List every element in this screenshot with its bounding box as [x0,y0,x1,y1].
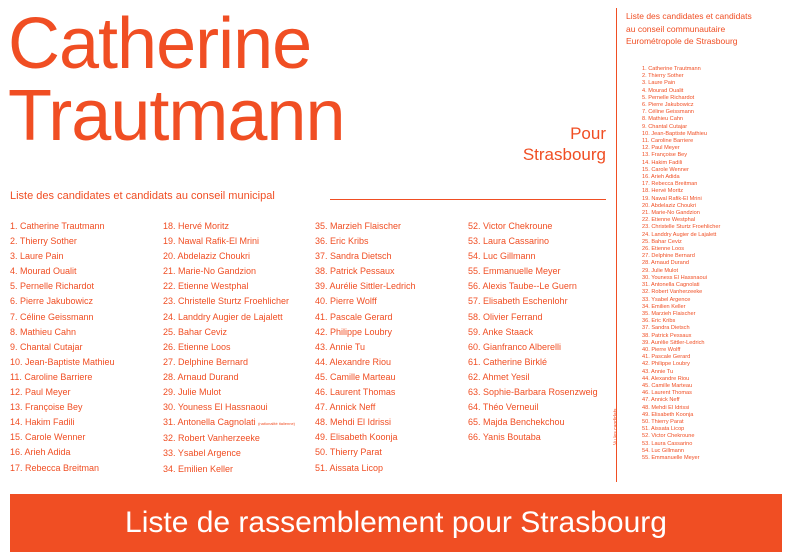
candidate-item: 27. Delphine Bernard [163,356,249,367]
candidate-item: 40. Pierre Wolff [315,296,377,307]
pour-label: Pour [570,124,606,143]
candidate-item: 22. Etienne Westphal [163,281,249,292]
candidate-item: 4. Mourad Oualit [10,266,77,277]
sidebar-heading-line: Eurométropole de Strasbourg [626,36,738,46]
candidate-item: 57. Elisabeth Eschenlohr [468,296,568,307]
sidebar-candidate-item: 47. Annick Neff [642,397,680,404]
candidate-item: 7. Céline Geissmann [10,311,94,322]
candidate-item: 23. Christelle Sturtz Froehlicher [163,296,290,307]
sidebar-candidate-item: 50. Thierry Parat [642,418,684,425]
sidebar-candidate-item: 10. Jean-Baptiste Mathieu [642,130,707,137]
candidate-item: 64. Théo Verneuil [468,402,539,413]
sidebar-candidate-item: 14. Hakim Fadili [642,159,683,166]
candidate-first-name: Catherine [8,4,312,84]
sidebar-candidate-item: 31. Antonella Cagnolati [642,282,700,289]
candidate-item: 43. Annie Tu [315,341,366,352]
candidate-item: 11. Caroline Barriere [10,371,93,382]
sidebar-candidate-item: 30. Youness El Hassnaoui [642,274,707,281]
candidate-item: 14. Hakim Fadili [10,417,75,428]
sidebar-heading [626,10,752,48]
sidebar-candidate-item: 19. Nawal Rafik-El Mrini [642,195,702,202]
candidate-item: 38. Patrick Pessaux [315,266,395,277]
candidate-item: 35. Marzieh Flaischer [315,221,402,231]
candidate-item: 18. Hervé Moritz [163,221,230,231]
sidebar-candidate-item: 2. Thierry Sother [642,73,684,80]
candidate-item: 46. Laurent Thomas [315,387,396,398]
nationality-note: (nationalité italienne) [258,421,296,427]
candidate-item: 45. Camille Marteau [315,371,396,382]
candidate-item: 55. Emmanuelle Meyer [468,266,561,277]
sidebar-candidate-item: 18. Hervé Moritz [642,188,684,195]
sidebar-candidate-item: 12. Paul Meyer [642,145,680,152]
sidebar-candidate-item: 1. Catherine Trautmann [642,66,701,72]
candidate-item: 36. Eric Kribs [315,236,369,247]
candidate-item: 39. Aurélie Sittler-Ledrich [315,281,416,292]
sidebar-candidate-item: 38. Patrick Pessaux [642,332,692,339]
candidate-item: 50. Thierry Parat [315,447,382,458]
sidebar-candidate-item: 23. Christelle Sturtz Froehlicher [642,224,721,231]
sidebar-candidate-item: 42. Philippe Loubry [642,361,690,368]
sidebar-candidate-item: 37. Sandra Dietsch [642,325,690,332]
sidebar-candidate-item: 22. Etienne Westphal [642,217,696,224]
candidate-item: 31. Antonella Cagnolati (nationalité italienne) [163,417,296,428]
candidate-item: 61. Catherine Birklé [468,356,548,367]
sidebar-candidate-list [642,66,720,462]
sidebar-candidate-item: 5. Pernelle Richardot [642,94,695,101]
sidebar-candidate-item: 28. Arnaud Durand [642,260,689,267]
city-label: Strasbourg [522,145,606,164]
sidebar-candidate-item: 33. Ysabel Argence [642,296,691,303]
sidebar-candidate-item: 48. Mehdi El Idrissi [642,404,690,411]
sidebar-candidate-item: 39. Aurélie Sittler-Ledrich [642,339,705,346]
candidate-item: 24. Landdry Augier de Lajalett [163,311,283,322]
candidate-item: 21. Marie-No Gandzion [163,266,257,277]
candidate-item: 2. Thierry Sother [10,236,77,247]
candidate-item: 34. Emilien Keller [163,463,234,474]
candidate-item: 63. Sophie-Barbara Rosenzweig [468,387,598,398]
sidebar-heading-line: Liste des candidates et candidats [626,11,752,21]
sidebar-candidate-item: 24. Landdry Augier de Lajalett [642,231,717,238]
candidate-item: 37. Sandra Dietsch [315,251,392,262]
candidate-item: 3. Laure Pain [10,251,64,262]
sidebar-candidate-item: 34. Emilien Keller [642,303,686,310]
candidate-item: 25. Bahar Ceviz [163,326,228,337]
sidebar-candidate-item: 11. Caroline Barriere [642,138,694,145]
candidate-item: 53. Laura Cassarino [468,236,550,247]
candidate-item: 28. Arnaud Durand [163,371,239,382]
candidate-last-name: Trautmann [8,76,345,156]
candidate-item: 29. Julie Mulot [163,387,222,398]
sidebar-candidate-item: 51. Aissata Licop [642,426,685,433]
candidate-item: 56. Alexis Taube--Le Guern [468,281,577,292]
candidate-item: 17. Rebecca Breitman [10,462,100,473]
sidebar-candidate-item: 13. Françoise Bey [642,152,688,159]
sidebar-candidate-item: 45. Camille Marteau [642,382,693,389]
candidate-item: 6. Pierre Jakubowicz [10,296,94,307]
candidate-column-3 [315,219,416,476]
sidebar-candidate-item: 7. Céline Geissmann [642,109,694,116]
candidate-item: 62. Ahmet Yesil [468,371,530,382]
candidate-column-2 [163,219,295,477]
sidebar-candidate-item: 46. Laurent Thomas [642,390,692,397]
candidate-item: 44. Alexandre Riou [315,356,392,367]
candidate-item: 1. Catherine Trautmann [10,221,105,231]
candidate-item: 65. Majda Benchekchou [468,417,565,428]
candidate-item: 20. Abdelaziz Choukri [163,251,251,262]
header-divider [330,199,606,200]
sidebar-candidate-item: 26. Etienne Loos [642,246,684,253]
sidebar-candidate-item: 55. Emmanuelle Meyer [642,454,700,461]
candidate-item: 41. Pascale Gerard [315,311,393,322]
sidebar-candidate-item: 35. Marzieh Flaischer [642,310,696,317]
candidate-item: 10. Jean-Baptiste Mathieu [10,356,115,367]
candidate-item: 47. Annick Neff [315,402,376,413]
candidate-item: 51. Aissata Licop [315,462,384,473]
sidebar-candidate-item: 40. Pierre Wolff [642,346,681,353]
sidebar-candidate-item: 27. Delphine Bernard [642,253,695,260]
sidebar-candidate-item: 4. Mourad Oualit [642,87,684,94]
sidebar-candidate-item: 8. Mathieu Cahn [642,116,684,123]
candidate-item: 8. Mathieu Cahn [10,326,77,337]
sidebar-candidate-item: 16. Arieh Adida [642,174,680,181]
candidate-item: 16. Arieh Adida [10,447,71,458]
municipal-list-subtitle: Liste des candidates et candidats au conseil municipal [10,190,275,202]
candidate-item: 5. Pernelle Richardot [10,281,95,292]
candidate-item: 15. Carole Wenner [10,432,86,443]
sidebar-candidate-item: 44. Alexandre Riou [642,375,690,382]
candidate-item: 42. Philippe Loubry [315,326,393,337]
candidate-column-1 [10,219,115,476]
sidebar-candidate-item: 29. Julie Mulot [642,267,679,274]
candidate-item: 9. Chantal Cutajar [10,341,83,352]
candidate-item: 32. Robert Vanherzeeke [163,433,260,444]
sidebar-candidate-item: 43. Annie Tu [642,368,674,375]
sidebar-heading-line: au conseil communautaire [626,23,726,34]
candidate-item: 60. Gianfranco Alberelli [468,341,562,352]
candidate-item: 13. Françoise Bey [10,402,83,413]
sidebar-candidate-item: 52. Victor Chekroune [642,433,695,440]
sidebar-candidate-item: 25. Bahar Ceviz [642,238,682,245]
sidebar-candidate-item: 32. Robert Vanherzeeke [642,289,703,296]
sidebar-candidate-item: 20. Abdelaziz Choukri [642,202,697,209]
candidate-item: 48. Mehdi El Idrissi [315,417,392,428]
candidate-item: 26. Etienne Loos [163,341,231,352]
sidebar-vertical-label: Vu les candidats [613,408,619,445]
sidebar-candidate-item: 3. Laure Pain [642,80,676,87]
candidate-item: 58. Olivier Ferrand [468,311,543,322]
candidate-item: 33. Ysabel Argence [163,448,241,459]
candidate-item: 19. Nawal Rafik-El Mrini [163,236,260,247]
candidate-item: 66. Yanis Boutaba [468,432,541,443]
sidebar-candidate-item: 53. Laura Cassarino [642,440,693,447]
candidate-item: 52. Victor Chekroune [468,221,553,231]
bottom-banner: Liste de rassemblement pour Strasbourg [10,494,782,552]
sidebar-candidate-item: 54. Luc Gillmann [642,447,684,454]
sidebar-candidate-item: 15. Carole Wenner [642,166,689,173]
candidate-item: 49. Elisabeth Koonja [315,432,398,443]
sidebar-candidate-item: 41. Pascale Gerard [642,354,691,361]
candidate-item: 59. Anke Staack [468,326,534,337]
candidate-item: 12. Paul Meyer [10,387,71,398]
sidebar-candidate-item: 21. Marie-No Gandzion [642,210,700,217]
sidebar-candidate-item: 9. Chantal Cutajar [642,123,688,130]
candidate-item: 54. Luc Gillmann [468,251,536,262]
sidebar-candidate-item: 36. Eric Kribs [642,318,676,325]
sidebar-candidate-item: 49. Elisabeth Koonja [642,411,694,418]
sidebar-candidate-item: 17. Rebecca Breitman [642,181,698,188]
sidebar-candidate-item: 6. Pierre Jakubowicz [642,102,694,109]
candidate-item: 30. Youness El Hassnaoui [163,402,268,413]
candidate-column-4 [468,219,598,445]
